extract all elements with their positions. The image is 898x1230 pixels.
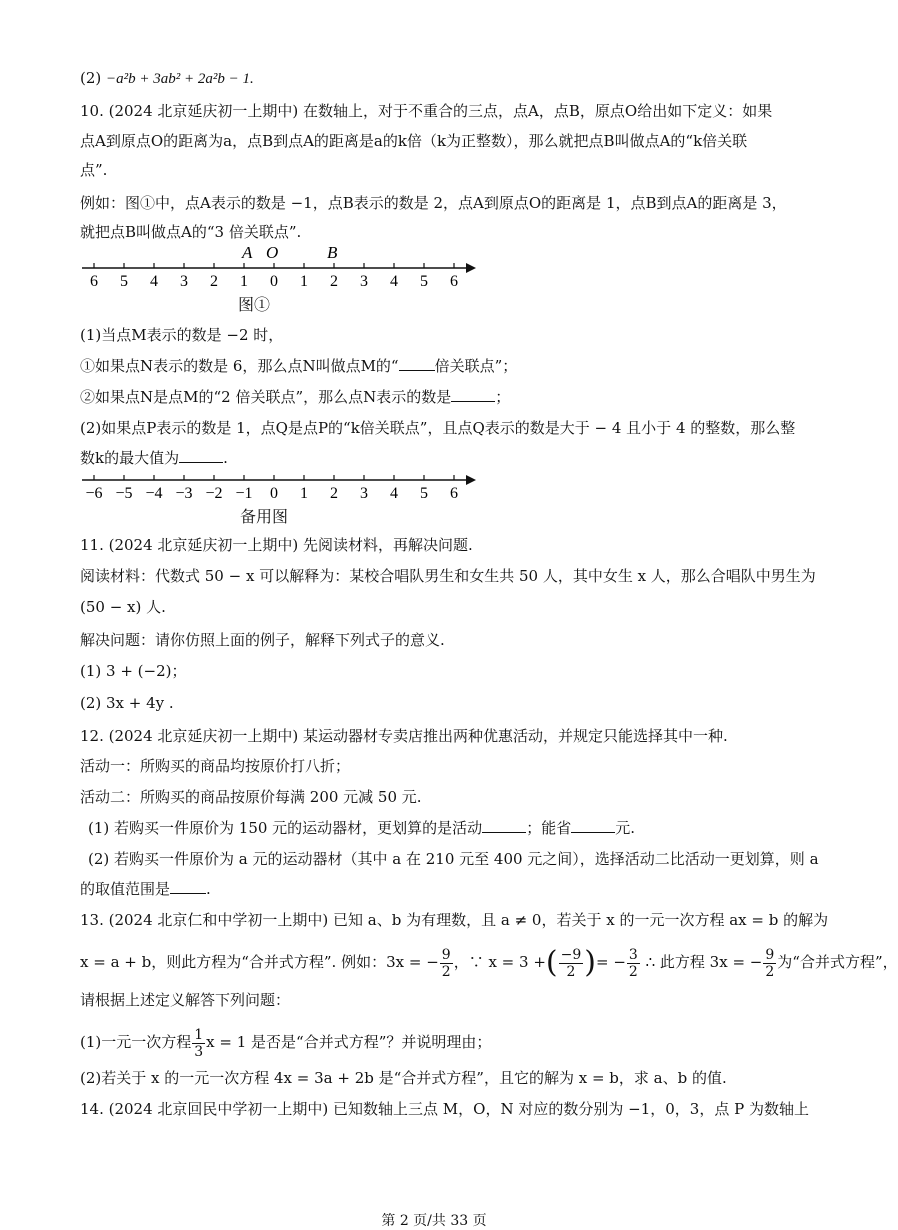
q10-intro-line3: 点”. [80,161,108,179]
q13-definition: x = a + b，则此方程为“合并式方程”. 例如：3x = − $\frac{9}{2}$ ，∵ x = 3 +( $\frac{-9}{2}$ )= − $\frac{3}{2}$ ∴ 此方程 3x = − $\frac{9}{2}$ 为“合并式方程”， [80,945,898,980]
fraction: $\frac{9}{2}$ [765,946,775,980]
q10-part2-line1: (2)如果点P表示的数是 1，点Q是点P的“k倍关联点”，且点Q表示的数是大于 − 4 且小于 4 的整数，那么整 [80,419,796,437]
tick-label: 3 [360,273,368,290]
tick-label: 2 [330,273,338,290]
tick-label: 1 [300,485,308,502]
tick-label: 6 [90,273,98,290]
figure-1-caption: 图① [238,295,271,314]
expression-line [80,68,254,89]
number-line-spare [80,466,480,506]
fraction: $\frac{-9}{2}$ [560,946,582,980]
tick-label: −2 [205,485,223,502]
tick-label: 0 [270,273,278,290]
point-b-label: B [327,243,338,262]
q12-activity2: 活动二：所购买的商品按原价每满 200 元减 50 元. [80,788,422,806]
q12-part2-line2: 的取值范围是 . [80,880,211,898]
q10-example-line2: 就把点B叫做点A的“3 倍关联点”. [80,223,302,241]
tick-label: 4 [150,273,158,290]
answer-blank[interactable] [571,818,615,833]
tick-label: −3 [175,485,193,502]
q10-part1b: ②如果点N是点M的“2 倍关联点”，那么点N表示的数是 ； [80,388,511,406]
q10-example-line1: 例如：图①中，点A表示的数是 −1，点B表示的数是 2，点A到原点O的距离是 1，点B到点A的距离是 3， [80,194,787,212]
q11-item2: (2) 3x + 4y . [80,694,174,712]
expression: −a²b + 3ab² + 2a²b − 1. [106,71,254,87]
q12-activity1: 活动一：所购买的商品均按原价打八折； [80,757,351,775]
tick-label: 2 [210,273,218,290]
q12-part1: (1) 若购买一件原价为 150 元的运动器材，更划算的是活动 ；能省 元. [88,819,635,837]
q10-part1: (1)当点M表示的数是 −2 时， [80,326,284,344]
tick-label: 0 [270,485,278,502]
tick-label: −5 [115,485,133,502]
q13-instruction: 请根据上述定义解答下列问题： [80,991,291,1009]
fraction: $\frac{1}{3}$ [194,1026,204,1060]
fraction: $\frac{9}{2}$ [441,946,451,980]
answer-blank[interactable] [179,448,223,463]
q10-intro-line2: 点A到原点O的距离为a，点B到点A的距离是a的k倍（k为正整数），那么就把点B叫做点A的“k倍关联 [80,132,748,150]
q10-part2-line2: 数k的最大值为 . [80,449,228,467]
q11-item1: (1) 3 + (−2)； [80,662,187,680]
number-line-figure-1 [80,244,480,294]
q13-question1: (1)一元一次方程 $\frac{1}{3}$ x = 1 是否是“合并式方程”？并说明理由； [80,1026,492,1060]
q12-intro: 12. (2024 北京延庆初一上期中) 某运动器材专卖店推出两种优惠活动，并规定只能选择其中一种. [80,727,728,745]
q13-intro: 13. (2024 北京仁和中学初一上期中) 已知 a、b 为有理数，且 a ≠ 0，若关于 x 的一元一次方程 ax = b 的解为 [80,911,829,929]
tick-label: 1 [240,273,248,290]
tick-label: 4 [390,485,398,502]
tick-label: −4 [145,485,163,502]
page-footer: 第 2 页/共 33 页 [381,1213,487,1229]
tick-label: 6 [450,273,458,290]
tick-label: 5 [420,485,428,502]
answer-blank[interactable] [170,879,206,894]
answer-blank[interactable] [451,387,495,402]
tick-label: 5 [420,273,428,290]
tick-label: 3 [180,273,188,290]
tick-label: −6 [85,485,103,502]
q11-intro: 11. (2024 北京延庆初一上期中) 先阅读材料，再解决问题. [80,536,473,554]
q11-task: 解决问题：请你仿照上面的例子，解释下列式子的意义. [80,631,445,649]
tick-label: 6 [450,485,458,502]
item-label: (2) [80,69,102,87]
tick-label: 4 [390,273,398,290]
fraction: $\frac{3}{2}$ [628,946,638,980]
point-a-label: A [242,243,253,262]
spare-figure-caption: 备用图 [240,507,289,526]
q11-reading-line2: (50 − x) 人. [80,598,166,616]
tick-label: −1 [235,485,253,502]
answer-blank[interactable] [482,818,526,833]
q10-part1a: ①如果点N表示的数是 6，那么点N叫做点M的“ 倍关联点”； [80,357,518,375]
q13-question2: (2)若关于 x 的一元一次方程 4x = 3a + 2b 是“合并式方程”，且它的解为 x = b，求 a、b 的值. [80,1069,727,1087]
answer-blank[interactable] [399,356,435,371]
tick-label: 5 [120,273,128,290]
q10-intro-line1: 10. (2024 北京延庆初一上期中) 在数轴上，对于不重合的三点，点A，点B，原点O给出如下定义：如果 [80,102,773,120]
tick-label: 3 [360,485,368,502]
tick-label: 1 [300,273,308,290]
q12-part2-line1: (2) 若购买一件原价为 a 元的运动器材（其中 a 在 210 元至 400 元之间），选择活动二比活动一更划算，则 a [88,850,819,868]
point-o-label: O [266,243,279,262]
q11-reading-line1: 阅读材料：代数式 50 − x 可以解释为：某校合唱队男生和女生共 50 人，其中女生 x 人，那么合唱队中男生为 [80,567,816,585]
tick-label: 2 [330,485,338,502]
q14-intro: 14. (2024 北京回民中学初一上期中) 已知数轴上三点 M，O，N 对应的数分别为 −1，0，3，点 P 为数轴上 [80,1100,809,1118]
